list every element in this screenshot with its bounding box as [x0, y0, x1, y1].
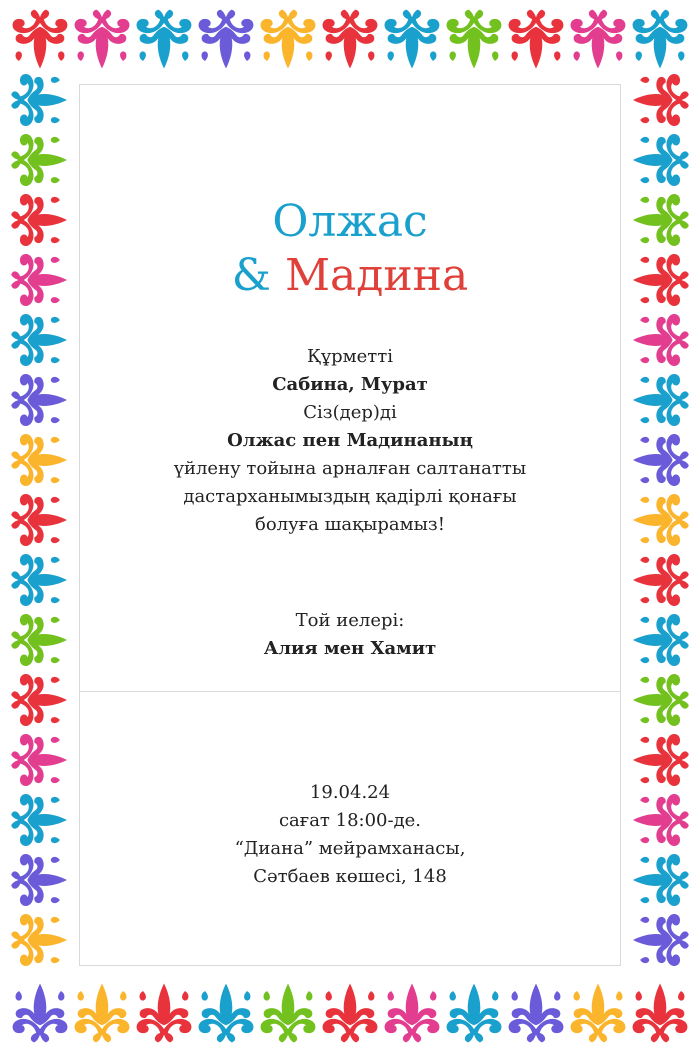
hosts-label: Той иелері: [295, 610, 405, 631]
ornament-motif [633, 10, 688, 69]
hosts-names: Алия мен Хамит [263, 638, 437, 659]
invite-line-2: дастарханымыздың қадірлі қонағы [183, 486, 517, 507]
invitation-text [80, 343, 620, 539]
ornament-motif [323, 10, 378, 69]
ornament-motif [11, 914, 67, 966]
ornament-motif [75, 10, 130, 69]
ornament-motif [199, 10, 254, 69]
groom-name: Олжас [272, 196, 428, 247]
ornament-motif [199, 984, 254, 1043]
ornament-motif [11, 614, 67, 666]
ornament-motif [11, 854, 67, 906]
ornament-motif [385, 10, 440, 69]
ornament-motif [633, 194, 689, 246]
ornament-motif [11, 734, 67, 786]
ornament-motif [633, 254, 689, 306]
ornament-motif [137, 10, 192, 69]
event-date: 19.04.24 [309, 782, 391, 803]
ornament-motif [323, 984, 378, 1043]
ornament-motif [633, 674, 689, 726]
invitation-card [79, 84, 621, 966]
ornament-motif [11, 194, 67, 246]
ornament-motif [571, 10, 626, 69]
ornament-motif [633, 854, 689, 906]
ornament-motif [11, 794, 67, 846]
ornament-motif [11, 434, 67, 486]
ornament-motif [509, 10, 564, 69]
ornament-motif [137, 984, 192, 1043]
ornament-motif [633, 494, 689, 546]
you-text: Сіз(дер)ді [303, 402, 397, 423]
ornament-motif [633, 374, 689, 426]
ornament-motif [11, 134, 67, 186]
ornament-motif [11, 314, 67, 366]
ornament-motif [633, 734, 689, 786]
ornament-motif [633, 984, 688, 1043]
ornament-motif [447, 984, 502, 1043]
bride-name: Мадина [284, 250, 469, 301]
ornament-motif [11, 554, 67, 606]
ornament-motif [633, 314, 689, 366]
ornament-motif [11, 74, 67, 126]
hosts-block [80, 607, 620, 663]
ornament-motif [13, 10, 68, 69]
ornament-motif [633, 614, 689, 666]
ornament-motif [633, 554, 689, 606]
ornament-motif [75, 984, 130, 1043]
greeting: Құрметті [307, 346, 393, 367]
ornament-motif [447, 10, 502, 69]
divider [80, 691, 620, 692]
ampersand: & [231, 250, 271, 301]
ornament-motif [11, 254, 67, 306]
ornament-motif [261, 984, 316, 1043]
ornament-motif [13, 984, 68, 1043]
event-time: сағат 18:00-де. [278, 810, 422, 831]
ornament-motif [633, 434, 689, 486]
ornament-motif [11, 674, 67, 726]
invite-line-3: болуға шақырамыз! [255, 514, 445, 535]
ornament-motif [633, 74, 689, 126]
couple-possessive: Олжас пен Мадинаның [227, 430, 473, 451]
ornament-motif [509, 984, 564, 1043]
event-venue: “Диана” мейрамханасы, [234, 838, 466, 859]
ornament-motif [385, 984, 440, 1043]
ornament-motif [633, 134, 689, 186]
ornament-motif [11, 374, 67, 426]
ornament-motif [11, 494, 67, 546]
ornament-motif [571, 984, 626, 1043]
event-address: Сәтбаев көшесі, 148 [253, 866, 447, 887]
ornament-motif [633, 794, 689, 846]
event-details [80, 779, 620, 891]
ornament-motif [633, 914, 689, 966]
invite-line-1: үйлену тойына арналған салтанатты [173, 458, 527, 479]
couple-names [80, 195, 620, 303]
ornament-motif [261, 10, 316, 69]
guest-names: Сабина, Мурат [272, 374, 428, 395]
